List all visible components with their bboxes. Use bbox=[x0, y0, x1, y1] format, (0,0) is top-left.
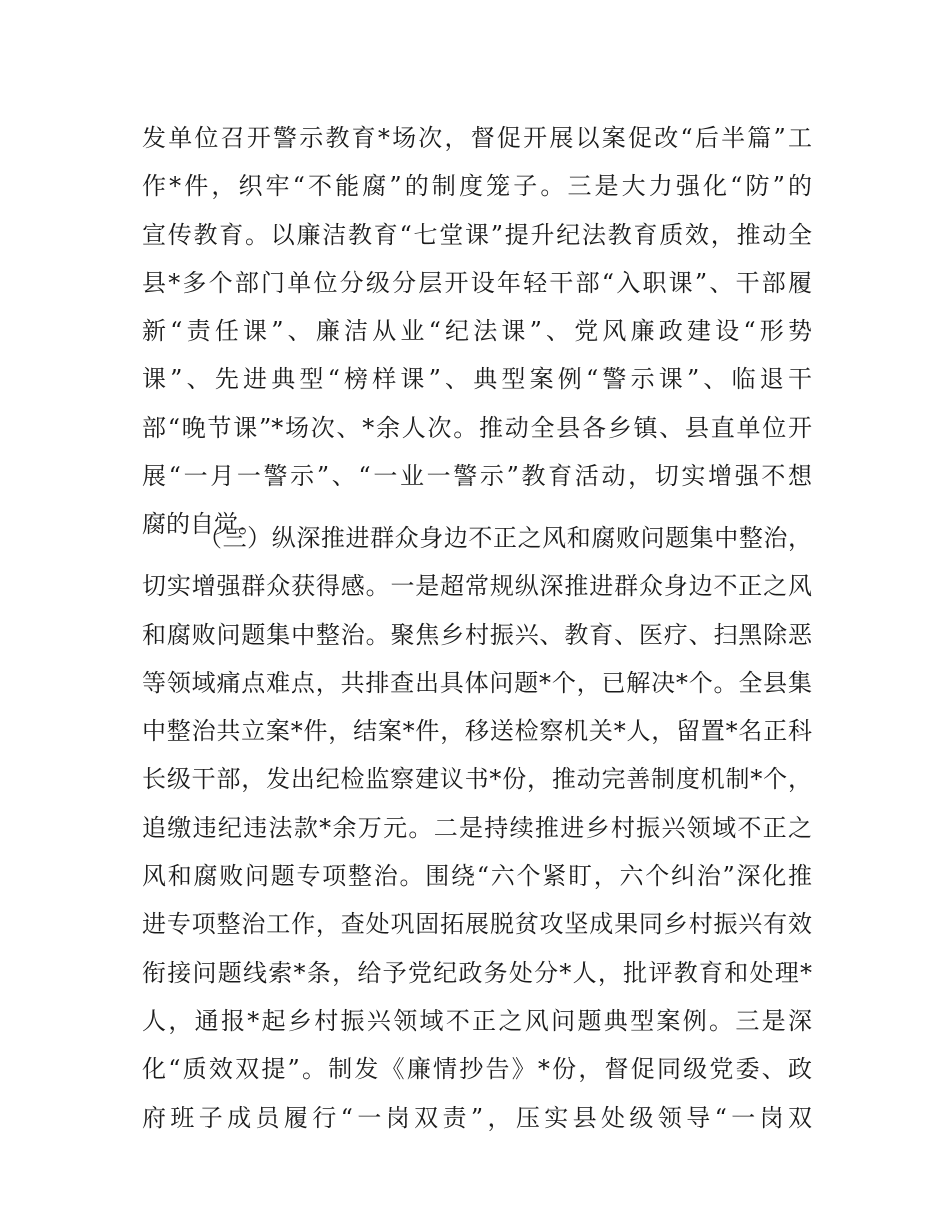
text-line: （三）纵深推进群众身边不正之风和腐败问题集中整治， bbox=[198, 524, 812, 552]
text-line: 新“责任课”、廉洁从业“纪法课”、党风廉政建设“形势 bbox=[142, 317, 812, 346]
paragraph-1 bbox=[142, 114, 812, 549]
text-line: 和腐败问题集中整治。聚焦乡村振兴、教育、医疗、扫黑除恶 bbox=[142, 620, 812, 649]
text-line: 切实增强群众获得感。一是超常规纵深推进群众身边不正之风 bbox=[142, 572, 812, 601]
text-line: 部“晚节课”*场次、*余人次。推动全县各乡镇、县直单位开 bbox=[142, 413, 812, 442]
text-line: 进专项整治工作，查处巩固拓展脱贫攻坚成果同乡村振兴有效 bbox=[142, 910, 812, 939]
paragraph-2 bbox=[142, 514, 812, 1142]
text-line: 长级干部，发出纪检监察建议书*份，推动完善制度机制*个， bbox=[142, 765, 812, 794]
text-line: 腐的自觉。 bbox=[142, 510, 262, 539]
text-line: 府班子成员履行“一岗双责”，压实县处级领导“一岗双 bbox=[142, 1103, 812, 1132]
text-line: 等领域痛点难点，共排查出具体问题*个，已解决*个。全县集 bbox=[142, 668, 812, 697]
text-line: 人，通报*起乡村振兴领域不正之风问题典型案例。三是深 bbox=[142, 1006, 812, 1035]
text-line: 风和腐败问题专项整治。围绕“六个紧盯，六个纠治”深化推 bbox=[142, 862, 812, 891]
text-line: 课”、先进典型“榜样课”、典型案例“警示课”、临退干 bbox=[142, 365, 812, 394]
text-line: 化“质效双提”。制发《廉情抄告》*份，督促同级党委、政 bbox=[142, 1055, 812, 1084]
text-line: 中整治共立案*件，结案*件，移送检察机关*人，留置*名正科 bbox=[142, 717, 812, 746]
text-line: 发单位召开警示教育*场次，督促开展以案促改“后半篇”工 bbox=[142, 124, 812, 152]
text-line: 宣传教育。以廉洁教育“七堂课”提升纪法教育质效，推动全 bbox=[142, 220, 812, 249]
text-line: 衔接问题线索*条，给予党纪政务处分*人，批评教育和处理* bbox=[142, 958, 812, 987]
text-line: 作*件，织牢“不能腐”的制度笼子。三是大力强化“防”的 bbox=[142, 172, 812, 201]
text-line: 县*多个部门单位分级分层开设年轻干部“入职课”、干部履 bbox=[142, 268, 812, 297]
text-line: 展“一月一警示”、“一业一警示”教育活动，切实增强不想 bbox=[142, 462, 812, 491]
text-line: 追缴违纪违法款*余万元。二是持续推进乡村振兴领域不正之 bbox=[142, 813, 812, 842]
